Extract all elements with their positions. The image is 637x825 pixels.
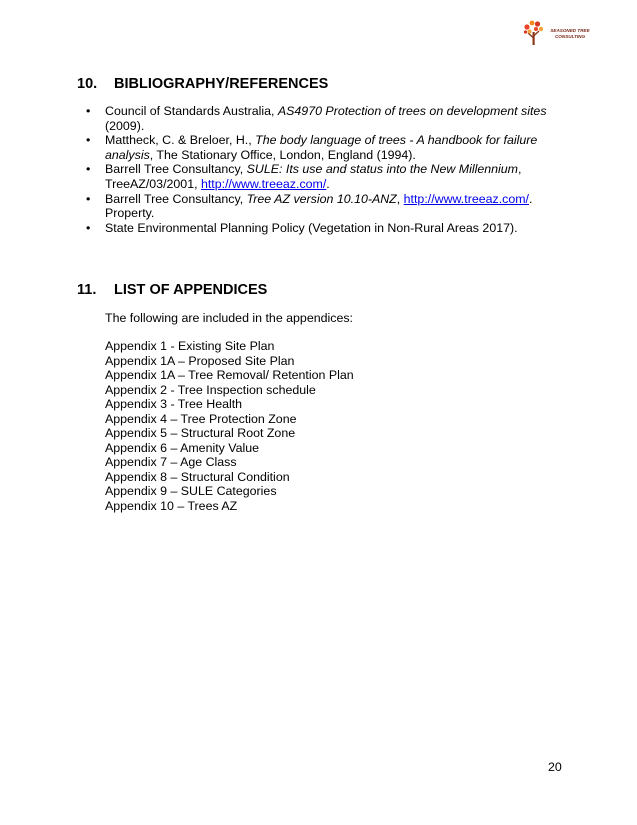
reference-item: • Barrell Tree Consultancy, Tree AZ version 10.10-ANZ, http://www.treeaz.com/. Property. [86, 192, 556, 221]
tree-logo-icon [523, 18, 545, 48]
section-11-heading [77, 282, 267, 298]
appendices-intro: The following are included in the appendices: [105, 311, 353, 325]
appendix-item: Appendix 10 – Trees AZ [105, 498, 238, 513]
appendix-item: Appendix 3 - Tree Health [105, 397, 243, 411]
logo-line-1: SEASONED TREE [550, 28, 590, 33]
appendix-item: Appendix 1A – Tree Removal/ Retention Plan [105, 368, 354, 382]
appendix-item: Appendix 9 – SULE Categories [105, 484, 277, 498]
reference-item: • Council of Standards Australia, AS4970 Protection of trees on development sites (2009). [86, 104, 556, 133]
appendix-item: Appendix 1A – Proposed Site Plan [105, 353, 295, 368]
section-10-title: BIBLIOGRAPHY/REFERENCES [114, 76, 329, 92]
references-list [86, 104, 556, 235]
treeaz-link[interactable]: http://www.treeaz.com/ [403, 191, 529, 206]
appendix-item: Appendix 6 – Amenity Value [105, 440, 260, 455]
reference-item: • Barrell Tree Consultancy, SULE: Its use and status into the New Millennium, TreeAZ/03/2001, http://www.treeaz.com/. [86, 162, 556, 191]
appendix-item: Appendix 7 – Age Class [105, 455, 237, 469]
appendix-item: Appendix 5 – Structural Root Zone [105, 426, 296, 440]
appendix-item: Appendix 2 - Tree Inspection schedule [105, 382, 316, 397]
reference-item: • State Environmental Planning Policy (Vegetation in Non-Rural Areas 2017). [86, 221, 556, 236]
page-number: 20 [548, 760, 562, 774]
appendix-item: Appendix 1 - Existing Site Plan [105, 339, 275, 353]
section-10-heading [77, 76, 328, 92]
appendix-item: Appendix 8 – Structural Condition [105, 469, 290, 484]
treeaz-link[interactable]: http://www.treeaz.com/ [200, 176, 327, 191]
company-logo [523, 18, 595, 52]
logo-text [545, 28, 595, 39]
section-11-number: 11. [77, 282, 97, 298]
section-11-title: LIST OF APPENDICES [114, 282, 268, 298]
logo-line-2: CONSULTING [554, 33, 586, 39]
section-10-number: 10. [77, 76, 98, 92]
reference-item: • Mattheck, C. & Breloer, H., The body language of trees - A handbook for failure analysis, The Stationary Office, London, England (1994). [86, 133, 556, 162]
appendix-item: Appendix 4 – Tree Protection Zone [105, 411, 297, 426]
appendices-list [105, 339, 354, 513]
